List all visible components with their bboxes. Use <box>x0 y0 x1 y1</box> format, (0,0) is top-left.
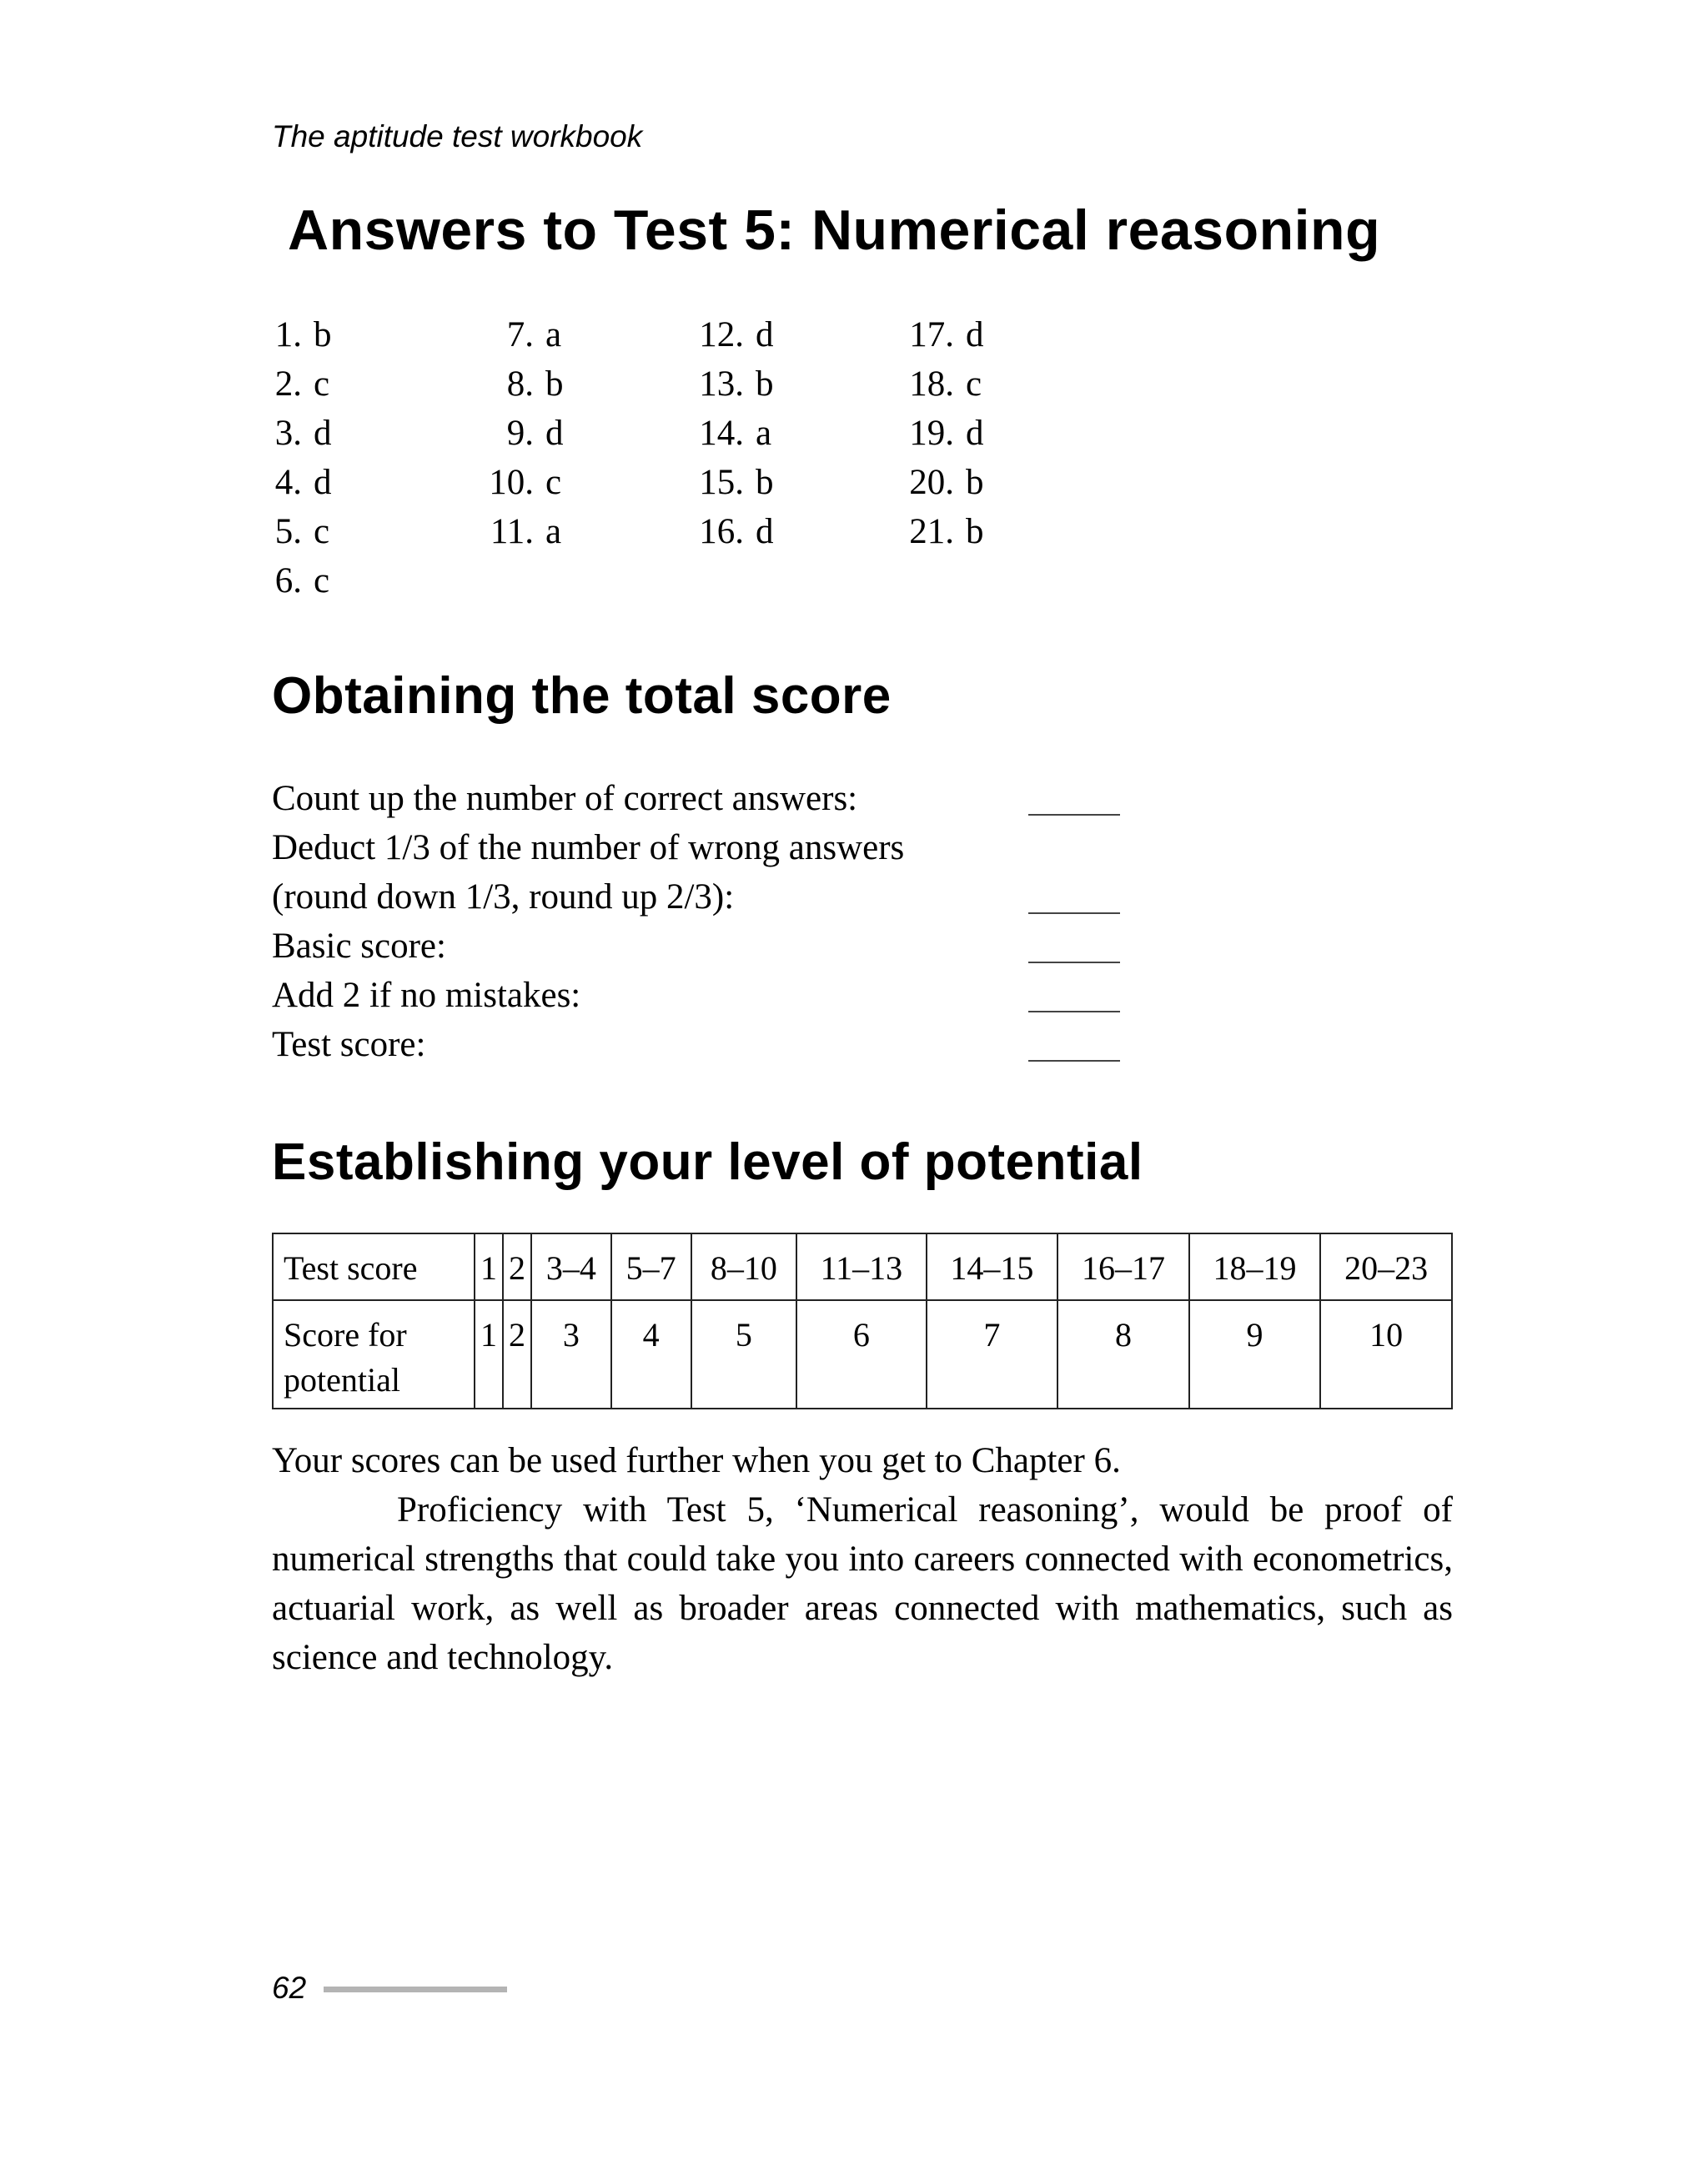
row-label <box>273 1300 475 1409</box>
answer-letter: c <box>314 561 330 600</box>
question-number: 18. <box>909 364 954 404</box>
question-number: 8. <box>506 364 534 404</box>
row-label: Test score <box>273 1233 475 1300</box>
potential-score-cell: 5 <box>691 1300 797 1409</box>
total-score-heading: Obtaining the total score <box>272 667 892 725</box>
question-number: 13. <box>699 364 744 404</box>
row-label-line: Score for <box>284 1316 407 1354</box>
potential-score-cell: 4 <box>611 1300 691 1409</box>
score-line-text: Basic score: <box>272 927 446 966</box>
answer-letter: d <box>756 512 774 551</box>
answer-letter: b <box>966 512 984 551</box>
page-title: Answers to Test 5: Numerical reasoning <box>288 198 1381 262</box>
answer-letter: c <box>314 512 330 551</box>
answer-letter: a <box>545 512 562 551</box>
answer-blank <box>1028 912 1120 914</box>
test-score-cell: 2 <box>503 1233 531 1300</box>
answer-item <box>472 409 579 458</box>
question-number: 4. <box>274 463 302 502</box>
answer-item <box>692 310 789 359</box>
test-score-cell: 16–17 <box>1057 1233 1189 1300</box>
answer-item <box>692 458 789 507</box>
answer-letter: b <box>756 463 774 502</box>
score-line-text: Test score: <box>272 1025 426 1064</box>
answer-item <box>472 310 579 359</box>
answer-letter: c <box>966 364 982 404</box>
potential-score-cell: 8 <box>1057 1300 1189 1409</box>
test-score-cell: 18–19 <box>1189 1233 1321 1300</box>
test-score-cell: 5–7 <box>611 1233 691 1300</box>
potential-score-cell: 3 <box>531 1300 611 1409</box>
potential-score-cell: 10 <box>1320 1300 1452 1409</box>
row-label-line: potential <box>284 1361 400 1399</box>
question-number: 15. <box>699 463 744 502</box>
answer-item <box>692 359 789 409</box>
total-score-instructions <box>272 774 1123 1069</box>
score-line-text: Add 2 if no mistakes: <box>272 976 581 1015</box>
question-number: 2. <box>274 364 302 404</box>
score-line-correct <box>272 774 1123 823</box>
answer-item <box>272 556 347 605</box>
paragraph: Proficiency with Test 5, ‘Numerical reasoning’, would be proof of numerical strengths that could take you into careers connected with econometrics, actuarial work, as well as broader areas connected with mathematics, such as science and technology. <box>272 1490 1453 1677</box>
question-number: 9. <box>506 414 534 453</box>
test-score-cell: 14–15 <box>927 1233 1058 1300</box>
question-number: 16. <box>699 512 744 551</box>
question-number: 6. <box>274 561 302 600</box>
answer-column-1 <box>272 310 347 605</box>
question-number: 5. <box>274 512 302 551</box>
question-number: 3. <box>274 414 302 453</box>
answer-letter: a <box>756 414 772 453</box>
answer-letter: b <box>314 315 332 354</box>
question-number: 19. <box>909 414 954 453</box>
potential-score-cell: 7 <box>927 1300 1058 1409</box>
question-number: 1. <box>274 315 302 354</box>
score-line-text: Deduct 1/3 of the number of wrong answers <box>272 828 905 867</box>
answer-item <box>902 507 999 556</box>
potential-score-cell: 6 <box>796 1300 926 1409</box>
answer-item <box>902 409 999 458</box>
folio-rule <box>324 1987 507 1992</box>
answer-item <box>902 458 999 507</box>
answer-column-3 <box>692 310 789 556</box>
score-line-text: Count up the number of correct answers: <box>272 779 858 818</box>
answer-item <box>272 359 347 409</box>
answer-letter: d <box>756 315 774 354</box>
answer-column-2 <box>472 310 579 556</box>
potential-score-cell: 2 <box>503 1300 531 1409</box>
score-line-text: (round down 1/3, round up 2/3): <box>272 877 735 917</box>
paragraph: Your scores can be used further when you get to Chapter 6. <box>272 1441 1121 1480</box>
potential-score-row <box>273 1300 1452 1409</box>
question-number: 11. <box>490 512 534 551</box>
answer-letter: d <box>545 414 564 453</box>
answer-item <box>692 409 789 458</box>
answer-item <box>472 507 579 556</box>
answer-column-4 <box>902 310 999 556</box>
question-number: 14. <box>699 414 744 453</box>
answer-item <box>692 507 789 556</box>
test-score-row <box>273 1233 1452 1300</box>
answer-item <box>472 458 579 507</box>
answer-item <box>472 359 579 409</box>
page-number: 62 <box>272 1971 307 2005</box>
question-number: 7. <box>506 315 534 354</box>
score-line-round <box>272 872 1123 922</box>
score-line-bonus <box>272 971 1123 1020</box>
potential-score-cell: 1 <box>475 1300 503 1409</box>
answer-letter: d <box>966 315 984 354</box>
answer-item <box>272 458 347 507</box>
answer-blank <box>1028 1011 1120 1012</box>
answer-item <box>272 507 347 556</box>
answer-letter: b <box>966 463 984 502</box>
test-score-cell: 1 <box>475 1233 503 1300</box>
potential-table <box>272 1233 1453 1409</box>
answer-letter: b <box>756 364 774 404</box>
answer-blank <box>1028 814 1120 816</box>
answer-item <box>902 310 999 359</box>
test-score-cell: 11–13 <box>796 1233 926 1300</box>
answer-letter: c <box>314 364 330 404</box>
body-text <box>272 1436 1453 1682</box>
test-score-cell: 20–23 <box>1320 1233 1452 1300</box>
answer-letter: b <box>545 364 564 404</box>
answer-letter: d <box>314 463 332 502</box>
answer-letter: d <box>966 414 984 453</box>
test-score-cell: 8–10 <box>691 1233 797 1300</box>
potential-score-cell: 9 <box>1189 1300 1321 1409</box>
answer-letter: c <box>545 463 562 502</box>
running-head: The aptitude test workbook <box>272 119 643 153</box>
score-line-deduct <box>272 823 1123 872</box>
answer-item <box>902 359 999 409</box>
score-line-test-score <box>272 1020 1123 1069</box>
answer-letter: a <box>545 315 562 354</box>
answer-blank <box>1028 1060 1120 1062</box>
answer-item <box>272 409 347 458</box>
question-number: 10. <box>489 463 534 502</box>
test-score-cell: 3–4 <box>531 1233 611 1300</box>
answer-item <box>272 310 347 359</box>
question-number: 21. <box>909 512 954 551</box>
question-number: 17. <box>909 315 954 354</box>
score-line-basic <box>272 922 1123 971</box>
question-number: 20. <box>909 463 954 502</box>
question-number: 12. <box>699 315 744 354</box>
answer-letter: d <box>314 414 332 453</box>
potential-heading: Establishing your level of potential <box>272 1133 1143 1191</box>
answer-blank <box>1028 962 1120 963</box>
